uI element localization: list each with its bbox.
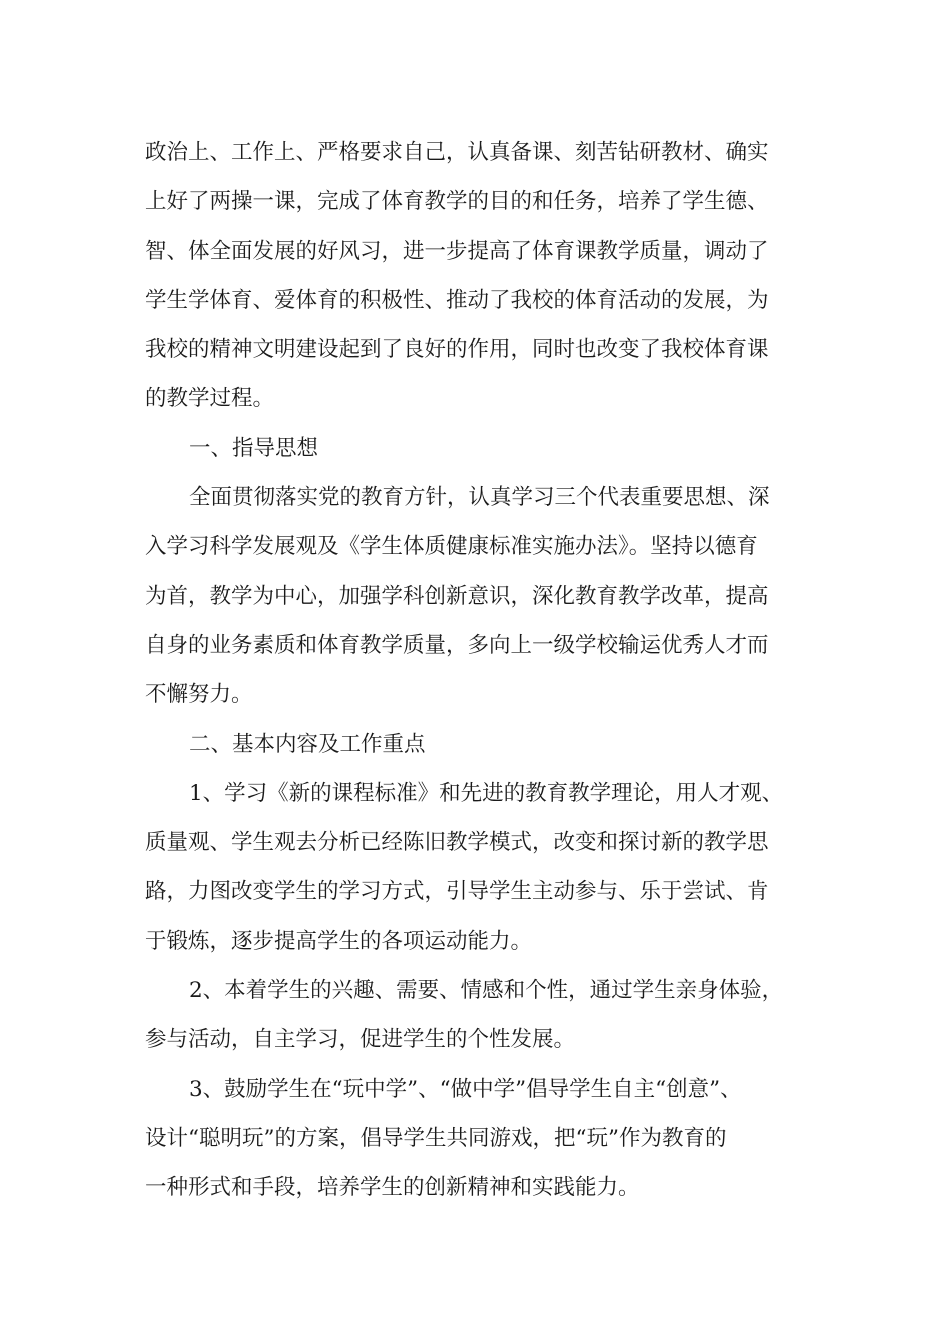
text-line: 质量观、学生观去分析已经陈旧教学模式，改变和探讨新的教学思 [145, 830, 769, 856]
text-line: 不懈努力。 [145, 682, 253, 708]
text-line: 一种形式和手段，培养学生的创新精神和实践能力。 [145, 1175, 640, 1201]
text-line: 于锻炼，逐步提高学生的各项运动能力。 [145, 928, 533, 954]
text-line: 参与活动，自主学习，促进学生的个性发展。 [145, 1027, 576, 1053]
text-line: 1、学习《新的课程标准》和先进的教育教学理论，用人才观、 [189, 780, 784, 806]
text-line: 一、指导思想 [189, 435, 319, 461]
text-line: 政治上、工作上、严格要求自己，认真备课、刻苦钻研教材、确实 [145, 140, 769, 165]
text-line: 智、体全面发展的好风习，进一步提高了体育课教学质量，调动了 [145, 238, 769, 264]
text-line: 上好了两操一课，完成了体育教学的目的和任务，培养了学生德、 [145, 189, 769, 215]
text-line: 学生学体育、爱体育的积极性、推动了我校的体育活动的发展，为 [145, 287, 769, 313]
text-line: 的教学过程。 [145, 386, 275, 412]
document-body [145, 128, 825, 1213]
text-line: 全面贯彻落实党的教育方针，认真学习三个代表重要思想、深 [189, 485, 770, 511]
text-line: 3、鼓励学生在“玩中学”、“做中学”倡导学生自主“创意”、 [189, 1076, 742, 1102]
text-line: 为首，教学为中心，加强学科创新意识，深化教育教学改革，提高 [145, 583, 769, 609]
text-line: 我校的精神文明建设起到了良好的作用，同时也改变了我校体育课 [145, 337, 769, 363]
text-line: 2、本着学生的兴趣、需要、情感和个性，通过学生亲身体验， [189, 978, 784, 1004]
text-line: 入学习科学发展观及《学生体质健康标准实施办法》。坚持以德育 [145, 534, 758, 560]
text-line: 路，力图改变学生的学习方式，引导学生主动参与、乐于尝试、肯 [145, 879, 769, 905]
text-line: 二、基本内容及工作重点 [189, 731, 426, 757]
text-line: 设计“聪明玩”的方案，倡导学生共同游戏，把“玩”作为教育的 [145, 1125, 727, 1151]
text-line: 自身的业务素质和体育教学质量，多向上一级学校输运优秀人才而 [145, 632, 769, 658]
